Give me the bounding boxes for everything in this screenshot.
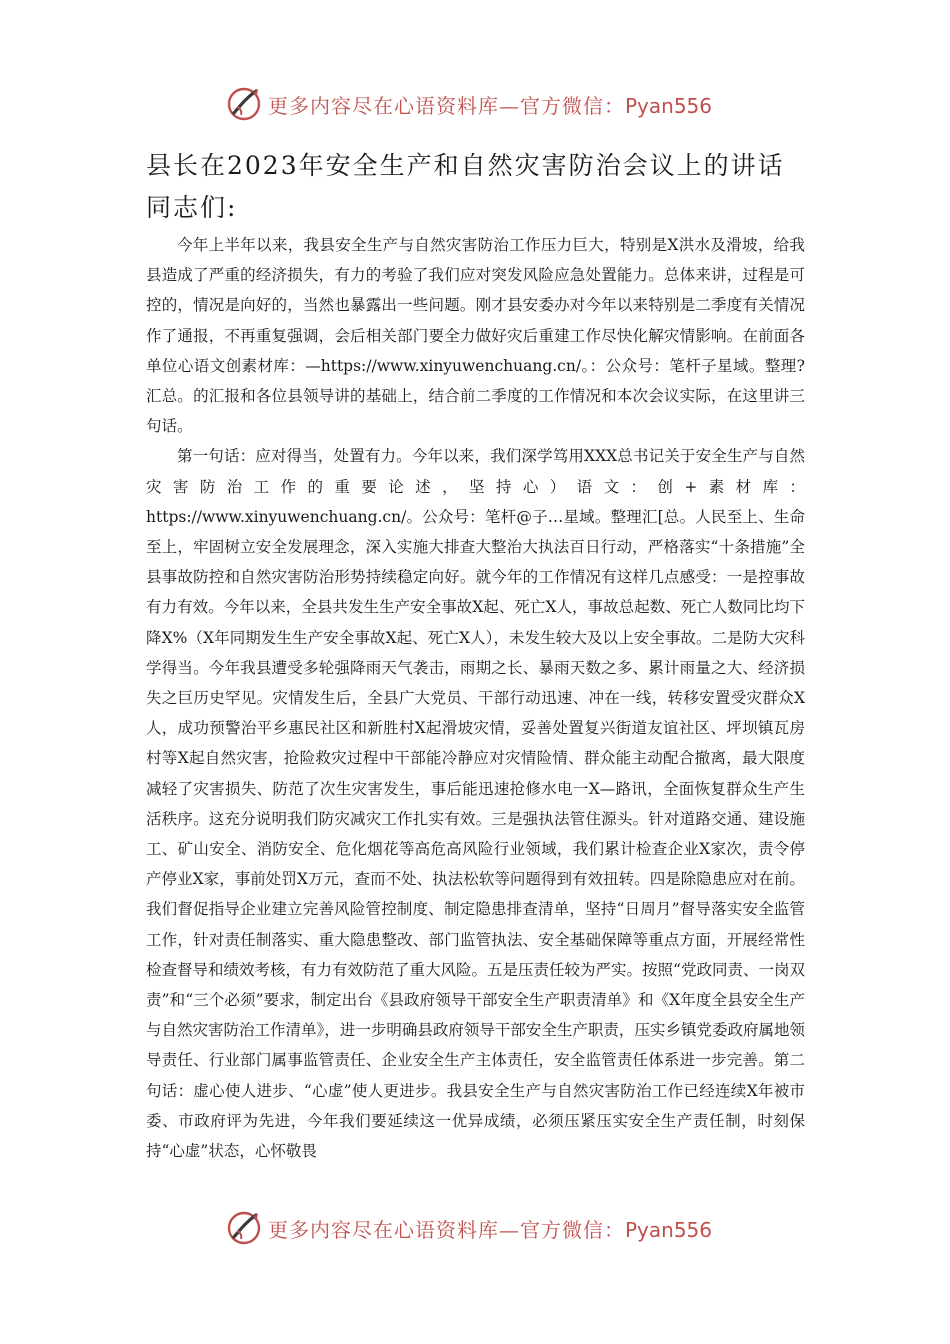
banner-main-text: 更多内容尽在心语资料库	[268, 93, 499, 118]
header-watermark-banner	[226, 84, 712, 124]
banner-handle: Pyan556	[625, 93, 713, 118]
brush-logo-icon	[226, 1210, 262, 1246]
salutation: 同志们:	[146, 193, 238, 222]
banner-text	[268, 1214, 712, 1243]
paragraph-2: 第一句话：应对得当，处置有力。今年以来，我们深学笃用XXX总书记关于安全生产与自然灾害防治工作的重要论述，坚持心）语文：创+素材库：https://www.xinyuwenchuang.cn/。公众号：笔杆@子…星域。整理汇[总。人民至上、生命至上，牢固树立安全发展理念，深入实施大排查大整治大执法百日行动，严格落实“十条措施”全县事故防控和自然灾害防治形势持续稳定向好。就今年的工作情况有这样几点感受：一是控事故有力有效。今年以来，全县共发生生产安全事故X起、死亡X人，事故总起数、死亡人数同比均下降X%（X年同期发生生产安全事故X起、死亡X人），未发生较大及以上安全事故。二是防大灾科学得当。今年我县遭受多轮强降雨天气袭击，雨期之长、暴雨天数之多、累计雨量之大、经济损失之巨历史罕见。灾情发生后，全县广大党员、干部行动迅速、冲在一线，转移安置受灾群众X人，成功预警治平乡惠民社区和新胜村X起滑坡灾情，妥善处置复兴街道友谊社区、坪坝镇瓦房村等X起自然灾害，抢险救灾过程中干部能冷静应对灾情险情、群众能主动配合撤离，最大限度减轻了灾害损失、防范了次生灾害发生，事后能迅速抢修水电一X—路讯，全面恢复群众生产生活秩序。这充分说明我们防灾减灾工作扎实有效。三是强执法管住源头。针对道路交通、建设施工、矿山安全、消防安全、危化烟花等高危高风险行业领域，我们累计检查企业X家次，责令停产停业X家，事前处罚X万元，查而不处、执法松软等问题得到有效扭转。四是除隐患应对在前。我们督促指导企业建立完善风险管控制度、制定隐患排查清单，坚持“日周月”督导落实安全监管工作，针对责任制落实、重大隐患整改、部门监管执法、安全基础保障等重点方面，开展经常性检查督导和绩效考核，有力有效防范了重大风险。五是压责任较为严实。按照“党政同责、一岗双责”和“三个必须”要求，制定出台《县政府领导干部安全生产职责清单》和《X年度全县安全生产与自然灾害防治工作清单》，进一步明确县政府领导干部安全生产职责，压实乡镇党委政府属地领导责任、行业部门属事监管责任、企业安全生产主体责任，安全监管责任体系进一步完善。第二句话：虚心使人进步、“心虚”使人更进步。我县安全生产与自然灾害防治工作已经连续X年被市委、市政府评为先进，今年我们要延续这一优异成绩，必须压紧压实安全生产责任制，时刻保持“心虚”状态，心怀敬畏	[146, 447, 805, 1161]
banner-dash: —	[499, 1217, 520, 1242]
brush-logo-icon	[226, 86, 262, 122]
banner-handle: Pyan556	[625, 1217, 713, 1242]
banner-label: 官方微信：	[520, 93, 625, 118]
footer-watermark-banner	[226, 1208, 712, 1248]
banner-label: 官方微信：	[520, 1217, 625, 1242]
banner-main-text: 更多内容尽在心语资料库	[268, 1217, 499, 1242]
banner-dash: —	[499, 93, 520, 118]
document-title: 县长在2023年安全生产和自然灾害防治会议上的讲话	[146, 151, 785, 180]
banner-text	[268, 90, 712, 119]
document-body	[146, 230, 805, 1166]
paragraph-1: 今年上半年以来，我县安全生产与自然灾害防治工作压力巨大，特别是X洪水及滑坡，给我县造成了严重的经济损失，有力的考验了我们应对突发风险应急处置能力。总体来讲，过程是可控的，情况是向好的，当然也暴露出一些问题。刚才县安委办对今年以来特别是二季度有关情况作了通报，不再重复强调，会后相关部门要全力做好灾后重建工作尽快化解灾情影响。在前面各单位心语文创素材库：—https://www.xinyuwenchuang.cn/。：公众号：笔杆子星域。整理?汇总。的汇报和各位县领导讲的基础上，结合前二季度的工作情况和本次会议实际，在这里讲三句话。	[146, 236, 805, 436]
